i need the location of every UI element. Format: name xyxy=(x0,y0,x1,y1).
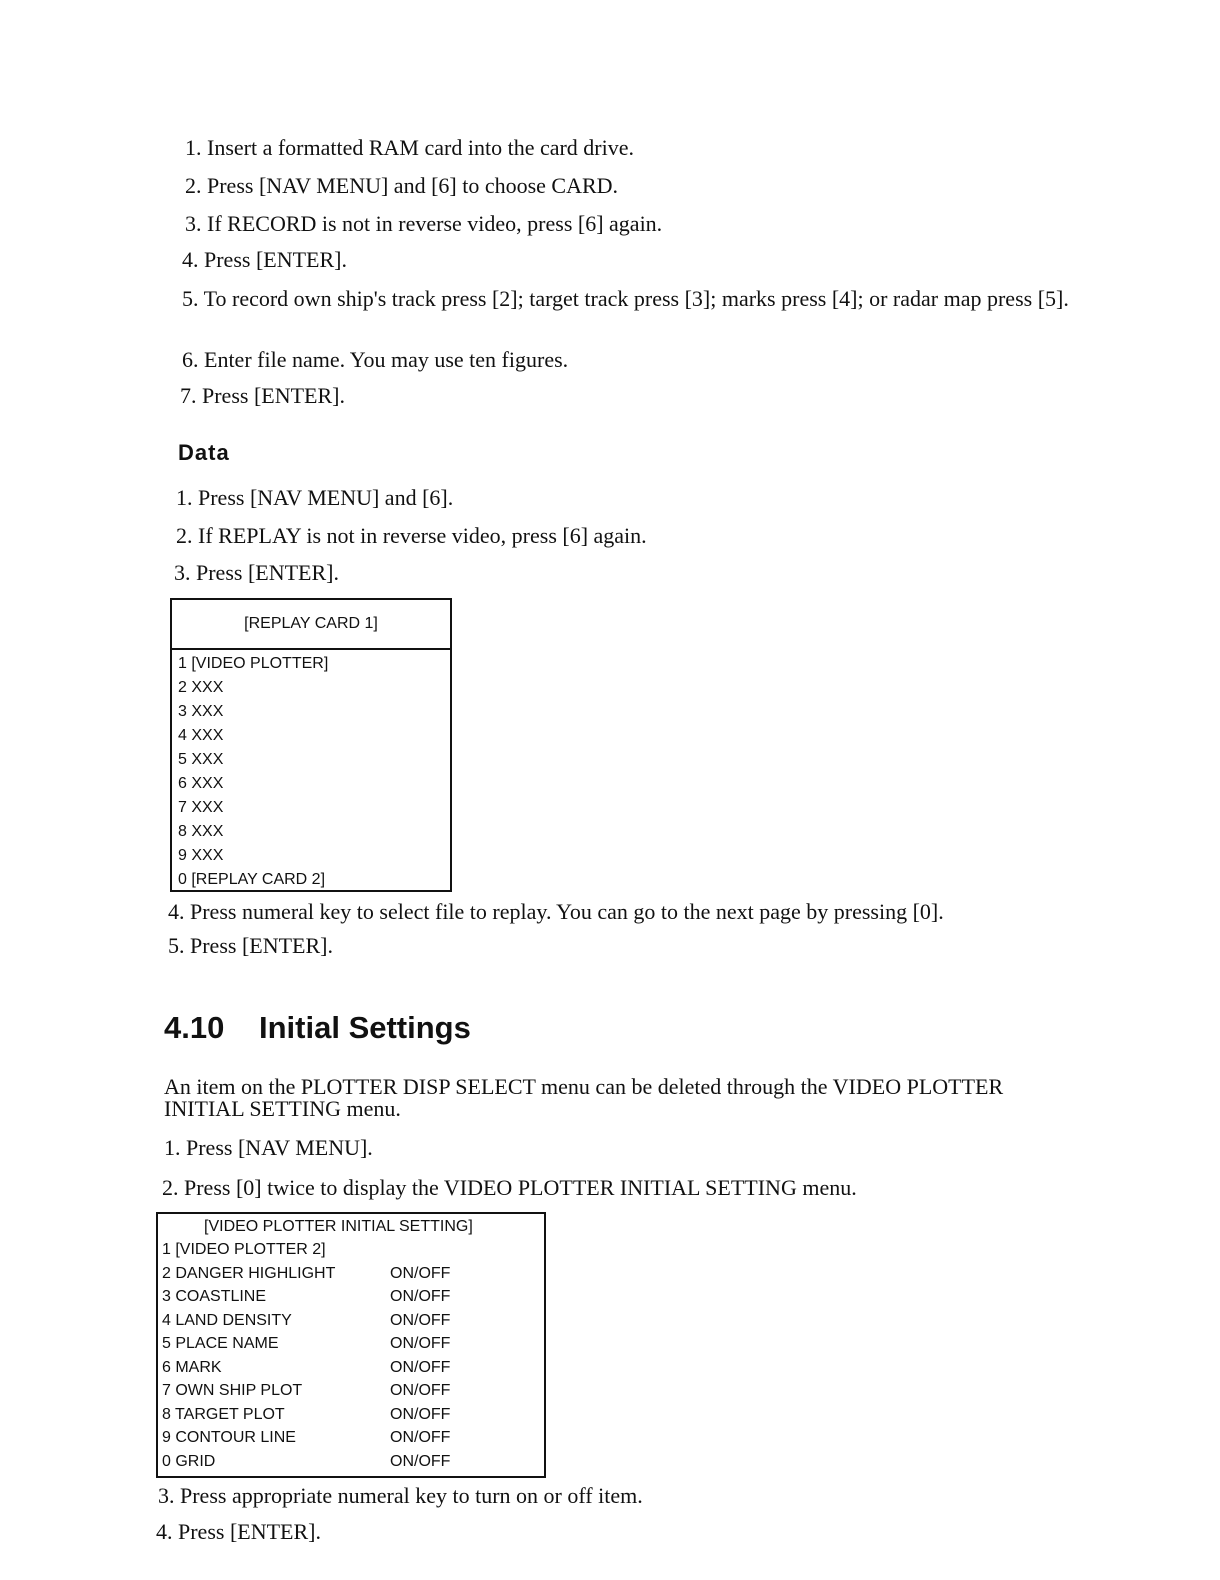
replay-menu-item: 3 XXX xyxy=(178,703,224,720)
replay-menu-item: 1 [VIDEO PLOTTER] xyxy=(178,655,329,672)
data-heading: Data xyxy=(178,440,230,465)
initial-menu-item: 8 TARGET PLOT ON/OFF xyxy=(162,1405,451,1423)
initial-menu-item: 4 LAND DENSITY ON/OFF xyxy=(162,1311,451,1329)
init-step-3: 3. Press appropriate numeral key to turn on or off item. xyxy=(158,1483,643,1508)
replay-menu-item: 4 XXX xyxy=(178,727,224,744)
record-step-5: 5. To record own ship's track press [2]; target track press [3]; marks press [4]; or radar map press [5]. xyxy=(182,286,1069,311)
replay-menu-item: 2 XXX xyxy=(178,679,224,696)
replay-menu-item: 5 XXX xyxy=(178,751,224,768)
record-step-1: 1. Insert a formatted RAM card into the card drive. xyxy=(185,135,635,160)
initial-menu-item: 6 MARK ON/OFF xyxy=(162,1358,451,1376)
init-step-4: 4. Press [ENTER]. xyxy=(156,1519,321,1544)
replay-menu-item: 0 [REPLAY CARD 2] xyxy=(178,871,326,888)
section-title: Initial Settings xyxy=(259,1010,471,1045)
initial-menu-item: 7 OWN SHIP PLOT ON/OFF xyxy=(162,1382,451,1399)
record-step-7: 7. Press [ENTER]. xyxy=(180,383,345,408)
initial-menu-item: 9 CONTOUR LINE ON/OFF xyxy=(162,1429,451,1446)
initial-setting-menu xyxy=(156,1212,546,1478)
section-number: 4.10 xyxy=(164,1010,225,1045)
replay-menu-item: 8 XXX xyxy=(178,823,224,840)
section-heading xyxy=(164,1010,471,1046)
initial-menu-item: 3 COASTLINE ON/OFF xyxy=(162,1288,451,1305)
init-step-1: 1. Press [NAV MENU]. xyxy=(164,1135,373,1160)
init-step-2: 2. Press [0] twice to display the VIDEO PLOTTER INITIAL SETTING menu. xyxy=(162,1175,857,1200)
record-step-6: 6. Enter file name. You may use ten figures. xyxy=(182,347,569,372)
replay-card-menu xyxy=(170,598,452,892)
data-step-2: 2. If REPLAY is not in reverse video, press [6] again. xyxy=(176,523,647,548)
initial-menu-item: 5 PLACE NAME ON/OFF xyxy=(162,1335,451,1352)
initial-menu-item: 2 DANGER HIGHLIGHT ON/OFF xyxy=(162,1264,451,1282)
data-step-4: 4. Press numeral key to select file to replay. You can go to the next page by pressing [0]. xyxy=(168,899,944,924)
initial-menu-item: 1 [VIDEO PLOTTER 2] xyxy=(162,1241,326,1258)
record-step-4: 4. Press [ENTER]. xyxy=(182,247,347,272)
intro-paragraph: An item on the PLOTTER DISP SELECT menu can be deleted through the VIDEO PLOTTER INITIAL SETTING menu. xyxy=(164,1074,1004,1121)
replay-menu-item: 9 XXX xyxy=(178,847,224,864)
replay-menu-title: [REPLAY CARD 1] xyxy=(172,600,450,650)
replay-menu-item: 7 XXX xyxy=(178,799,224,816)
initial-menu-title: [VIDEO PLOTTER INITIAL SETTING] xyxy=(204,1218,473,1235)
record-step-2: 2. Press [NAV MENU] and [6] to choose CARD. xyxy=(185,173,619,198)
data-step-1: 1. Press [NAV MENU] and [6]. xyxy=(176,485,454,510)
initial-menu-item: 0 GRID ON/OFF xyxy=(162,1452,451,1470)
replay-menu-item: 6 XXX xyxy=(178,775,224,792)
data-step-3: 3. Press [ENTER]. xyxy=(174,560,339,585)
data-step-5: 5. Press [ENTER]. xyxy=(168,933,333,958)
record-step-3: 3. If RECORD is not in reverse video, press [6] again. xyxy=(185,211,663,236)
